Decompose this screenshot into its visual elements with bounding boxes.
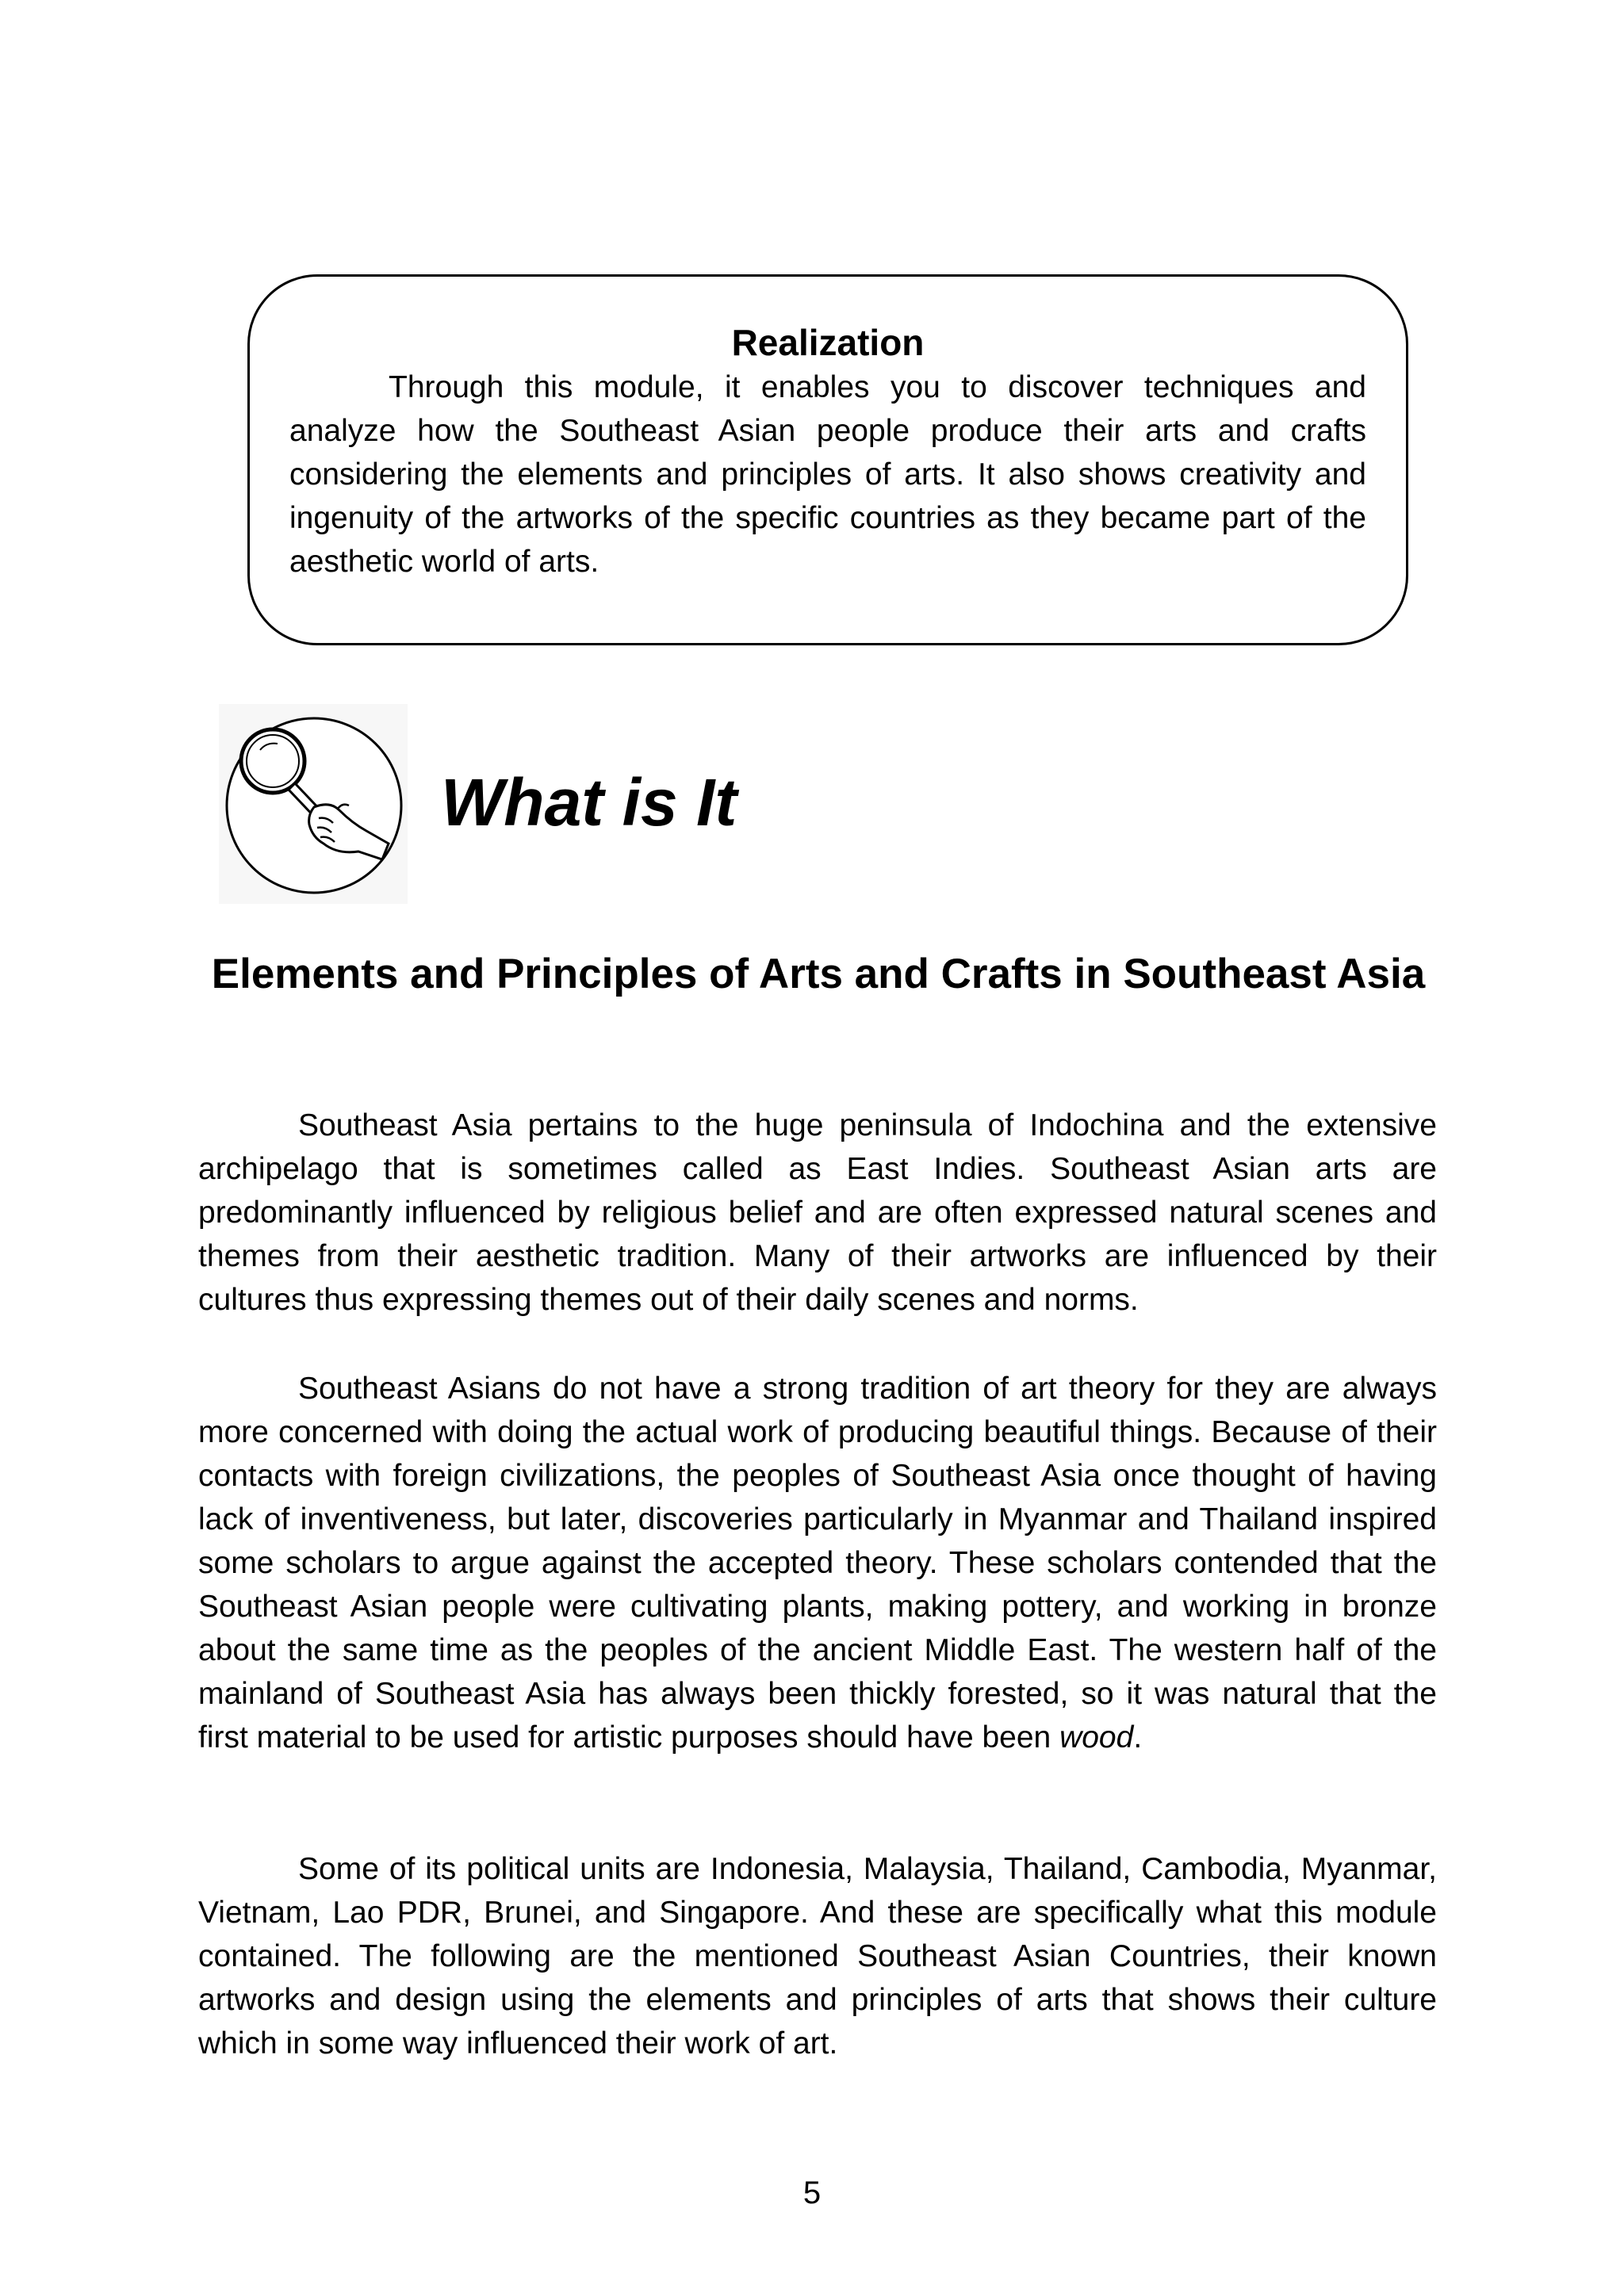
paragraph-2-italic-word: wood: [1059, 1720, 1134, 1755]
page-number: 5: [802, 2175, 822, 2210]
realization-text: Through this module, it enables you to discover techniques and analyze how the Southeast Asian people produce their arts and crafts considering the elements and principles of arts. It also shows creativity and ingenuity of the artworks of the specific countries as they became part of the aesthetic world of arts.: [289, 370, 1366, 579]
paragraph-3: Some of its political units are Indonesia, Malaysia, Thailand, Cambodia, Myanmar, Vietnam, Lao PDR, Brunei, and Singapore. And these are specifically what this module contained. The following are the mentioned Southeast Asian Countries, their known artworks and design using the elements and principles of arts that shows their culture which in some way influenced their work of art.: [198, 1852, 1437, 2061]
realization-title: Realization: [731, 322, 925, 363]
magnifying-glass-hand-icon: [219, 704, 408, 904]
section-heading-what-is-it: What is It: [441, 765, 737, 840]
paragraph-2: [198, 1367, 1437, 1759]
paragraph-2-end: .: [1133, 1720, 1143, 1755]
main-heading: Elements and Principles of Arts and Crafts in Southeast Asia: [211, 951, 1426, 997]
realization-box: [247, 274, 1408, 645]
paragraph-2-text: Southeast Asians do not have a strong tradition of art theory for they are always more concerned with doing the actual work of producing beautiful things. Because of their contacts with foreign civilizations, the peoples of Southeast Asia once thought of having lack of inventiveness, but later, discoveries particularly in Myanmar and Thailand inspired some scholars to argue against the accepted theory. These scholars contended that the Southeast Asian people were cultivating plants, making pottery, and working in bronze about the same time as the peoples of the ancient Middle East. The western half of the mainland of Southeast Asia has always been thickly forested, so it was natural that the first material to be used for artistic purposes should have been: [198, 1372, 1437, 1755]
paragraph-1: Southeast Asia pertains to the huge peninsula of Indochina and the extensive archipelago that is sometimes called as East Indies. Southeast Asian arts are predominantly influenced by religious belief and are often expressed natural scenes and themes from their aesthetic tradition. Many of their artworks are influenced by their cultures thus expressing themes out of their daily scenes and norms.: [198, 1108, 1437, 1317]
